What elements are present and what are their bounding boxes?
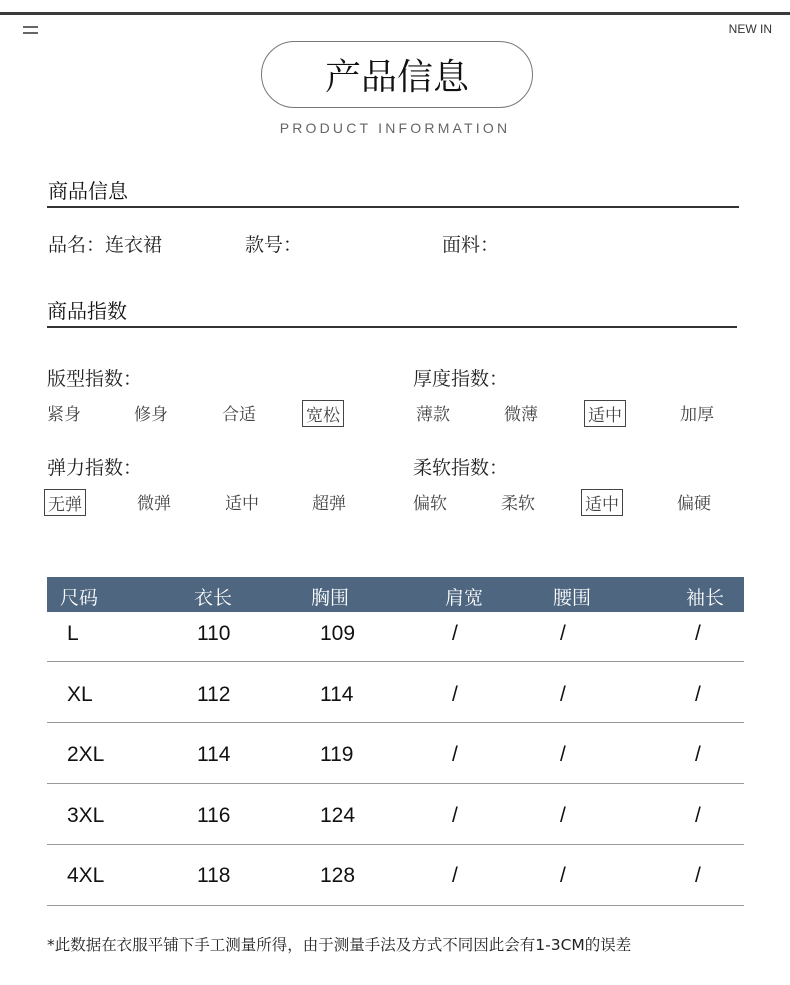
column-header: 肩宽: [445, 587, 484, 609]
row-divider: [47, 844, 744, 845]
table-cell: /: [452, 803, 458, 827]
table-cell: L: [67, 622, 79, 645]
column-header: 胸围: [311, 587, 350, 609]
index-option: 合适: [222, 405, 256, 425]
table-cell: /: [560, 743, 566, 766]
style-number: 款号：: [245, 234, 303, 256]
index-option: 偏软: [413, 494, 447, 514]
index-option: 微弹: [137, 494, 171, 514]
index-option: 薄款: [416, 405, 450, 425]
table-cell: 124: [320, 803, 356, 827]
page-title: 产品信息: [261, 41, 533, 108]
row-divider: [47, 905, 744, 906]
index-option-selected: 适中: [584, 400, 626, 427]
page-subtitle: PRODUCT INFORMATION: [279, 120, 511, 136]
index-option: 适中: [225, 494, 259, 514]
section-heading-basic: 商品信息: [48, 179, 128, 203]
index-option: 超弹: [312, 494, 346, 514]
index-option: 加厚: [680, 405, 714, 425]
index-option-selected: 适中: [581, 489, 623, 516]
table-cell: /: [452, 864, 458, 887]
table-cell: /: [452, 682, 458, 706]
measurement-note: *此数据在衣服平铺下手工测量所得，由于测量手法及方式不同因此会有1-3CM的误差: [47, 936, 632, 954]
table-cell: /: [695, 743, 701, 766]
table-cell: 109: [320, 622, 356, 645]
row-divider: [47, 783, 744, 784]
table-cell: 116: [197, 803, 231, 827]
table-cell: 112: [197, 682, 231, 706]
table-cell: 3XL: [67, 803, 105, 827]
table-cell: /: [695, 803, 701, 827]
table-cell: 2XL: [67, 743, 105, 766]
new-in-link[interactable]: NEW IN: [728, 22, 772, 36]
index-option: 修身: [134, 405, 168, 425]
table-cell: /: [560, 803, 566, 827]
top-bar: [0, 12, 790, 15]
index-label: 厚度指数：: [413, 368, 509, 390]
table-cell: /: [560, 682, 566, 706]
table-cell: 119: [320, 743, 354, 766]
table-cell: /: [695, 682, 701, 706]
column-header: 腰围: [553, 587, 592, 609]
column-header: 袖长: [686, 587, 725, 609]
section-heading-index: 商品指数: [47, 299, 127, 323]
index-label: 版型指数：: [47, 368, 143, 390]
table-cell: /: [560, 864, 566, 887]
fabric: 面料：: [442, 234, 500, 256]
divider: [47, 326, 737, 328]
table-cell: 110: [197, 622, 231, 645]
product-name: 品名：连衣裙: [48, 234, 163, 256]
table-cell: XL: [67, 682, 93, 706]
table-cell: /: [695, 864, 701, 887]
index-option: 偏硬: [677, 494, 711, 514]
index-label: 弹力指数：: [47, 457, 143, 479]
column-header: 尺码: [60, 587, 99, 609]
size-table-header: [47, 577, 744, 612]
index-label: 柔软指数：: [413, 457, 509, 479]
index-option: 柔软: [501, 494, 535, 514]
table-cell: /: [452, 743, 458, 766]
divider: [47, 206, 739, 208]
table-cell: 118: [197, 864, 231, 887]
menu-icon[interactable]: [23, 26, 38, 36]
table-cell: /: [560, 622, 566, 645]
index-option-selected: 无弹: [44, 489, 86, 516]
index-option: 紧身: [47, 405, 81, 425]
table-cell: 128: [320, 864, 356, 887]
column-header: 衣长: [194, 587, 233, 609]
table-cell: 4XL: [67, 864, 105, 887]
table-cell: /: [695, 622, 701, 645]
row-divider: [47, 661, 744, 662]
table-cell: /: [452, 622, 458, 645]
index-option: 微薄: [504, 405, 538, 425]
row-divider: [47, 722, 744, 723]
table-cell: 114: [197, 743, 231, 766]
table-cell: 114: [320, 682, 354, 706]
index-option-selected: 宽松: [302, 400, 344, 427]
